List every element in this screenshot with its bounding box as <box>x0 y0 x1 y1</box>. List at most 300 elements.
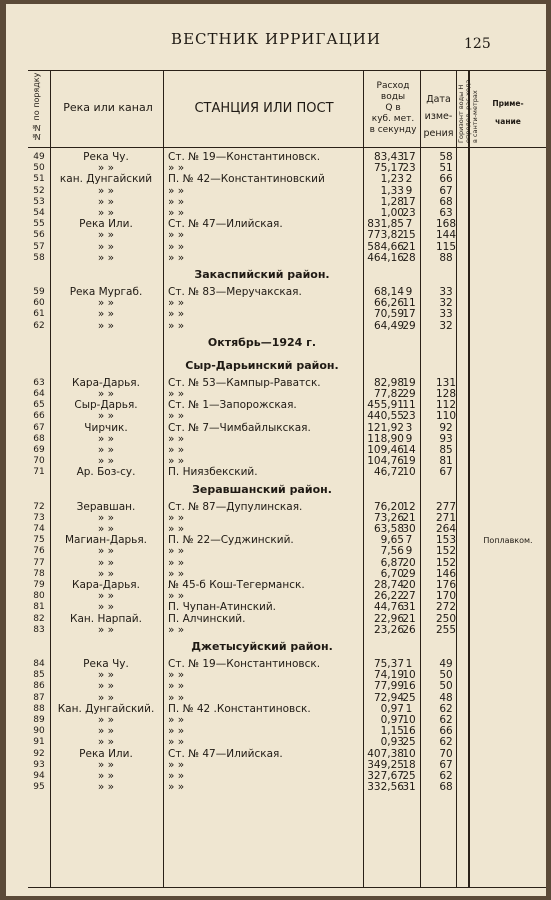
gauge-cell: 250 <box>435 612 457 625</box>
row-number: 63 <box>33 377 45 388</box>
flow-cell: 773,82 <box>367 229 404 242</box>
station-cell: » » <box>168 229 185 242</box>
table-row <box>28 242 546 253</box>
flow-cell: 64,49 <box>373 319 404 332</box>
river-cell: Кан. Нарпай. <box>70 612 142 625</box>
date-cell: 29 <box>402 567 416 580</box>
river-cell: Зеравшан. <box>76 500 136 513</box>
gauge-cell: 271 <box>435 511 457 524</box>
table-row <box>28 309 546 320</box>
gauge-cell: 70 <box>439 747 453 760</box>
gauge-cell: 112 <box>435 399 457 412</box>
gauge-cell: 110 <box>435 410 457 423</box>
table-row <box>28 614 546 625</box>
gauge-cell: 66 <box>439 725 453 738</box>
river-cell: » » <box>97 184 115 197</box>
flow-cell: 118,90 <box>367 432 404 445</box>
station-cell: » » <box>168 251 185 264</box>
station-cell: » » <box>168 781 185 794</box>
date-cell: 20 <box>402 556 416 569</box>
gauge-cell: 152 <box>435 545 457 558</box>
header-river: Река или канал <box>63 101 153 114</box>
date-cell: 25 <box>402 736 416 749</box>
flow-cell: 0,97 <box>380 702 404 715</box>
date-cell: 17 <box>402 195 416 208</box>
gauge-cell: 63 <box>439 207 453 219</box>
date-cell: 9 <box>405 184 413 197</box>
date-cell: 17 <box>402 151 416 163</box>
gauge-cell: 115 <box>435 240 457 253</box>
page-number: 125 <box>464 36 491 52</box>
row-number: 68 <box>33 433 45 444</box>
flow-cell: 77,82 <box>373 388 404 400</box>
station-cell: » » <box>168 297 185 310</box>
date-cell: 20 <box>402 579 416 591</box>
flow-cell: 1,33 <box>380 184 404 197</box>
date-cell: 19 <box>402 376 416 389</box>
river-cell: Ар. Боз-су. <box>76 466 136 479</box>
station-cell: » » <box>168 680 185 693</box>
station-cell: » » <box>168 444 185 456</box>
gauge-cell: 146 <box>435 567 457 580</box>
header-station: СТАНЦИЯ ИЛИ ПОСТ <box>194 101 334 116</box>
station-cell: Ст. № 87—Дупулинская. <box>168 500 303 513</box>
date-cell: 31 <box>402 601 416 614</box>
river-cell: Река Или. <box>79 747 133 760</box>
table-row <box>28 681 546 692</box>
date-cell: 19 <box>402 455 416 468</box>
date-cell: 10 <box>402 747 416 760</box>
flow-cell: 1,23 <box>380 173 404 186</box>
table-row <box>28 546 546 557</box>
row-number: 78 <box>33 568 45 579</box>
row-number: 86 <box>33 681 45 692</box>
station-cell: » » <box>168 725 185 738</box>
river-cell: Река Чу. <box>83 151 129 163</box>
flow-cell: 77,99 <box>373 680 404 693</box>
station-cell: » » <box>168 410 185 423</box>
station-cell: Ст. № 47—Илийская. <box>168 218 283 231</box>
gauge-cell: 144 <box>435 229 457 242</box>
gauge-cell: 131 <box>435 376 457 389</box>
flow-cell: 0,93 <box>380 736 404 749</box>
header-gauge: Горизонт воды Н определ. рас-хода в санти-метрах <box>457 79 479 143</box>
date-cell: 10 <box>402 714 416 726</box>
date-cell: 28 <box>402 251 416 264</box>
gauge-cell: 81 <box>439 455 453 468</box>
row-number: 84 <box>33 659 45 669</box>
river-cell: » » <box>97 511 115 524</box>
gauge-cell: 68 <box>439 781 453 794</box>
data-table <box>28 70 546 888</box>
gauge-cell: 49 <box>439 658 453 670</box>
row-number: 74 <box>33 524 45 534</box>
gauge-cell: 32 <box>439 319 453 332</box>
row-number: 76 <box>33 546 45 557</box>
river-cell: » » <box>97 725 115 738</box>
date-cell: 17 <box>402 308 416 321</box>
river-cell: » » <box>97 758 115 771</box>
river-cell: Река Или. <box>79 218 133 231</box>
date-cell: 2 <box>405 173 413 186</box>
flow-cell: 22,96 <box>373 612 404 625</box>
gauge-cell: 170 <box>435 590 457 603</box>
date-cell: 21 <box>402 612 416 625</box>
row-number: 92 <box>33 748 45 759</box>
station-cell: » » <box>168 669 185 682</box>
gauge-cell: 92 <box>439 421 453 434</box>
table-row <box>28 321 546 332</box>
date-cell: 9 <box>405 286 413 298</box>
table-row <box>28 174 546 185</box>
station-cell: Ст. № 7—Чимбайлыкская. <box>168 421 311 434</box>
date-cell: 31 <box>402 781 416 794</box>
river-cell: » » <box>97 388 115 400</box>
table-row <box>28 602 546 613</box>
flow-cell: 9,65 <box>380 534 404 547</box>
date-cell: 9 <box>405 545 413 558</box>
journal-title: ВЕСТНИК ИРРИГАЦИИ <box>171 30 381 48</box>
flow-cell: 104,76 <box>367 455 404 468</box>
date-cell: 11 <box>402 297 416 310</box>
station-cell: » » <box>168 567 185 580</box>
row-number: 60 <box>33 298 45 309</box>
header-num: №№ по порядку <box>32 72 41 141</box>
gauge-cell: 85 <box>439 444 453 456</box>
river-cell: Река Мургаб. <box>69 286 143 298</box>
river-cell: Кан. Дунгайский. <box>57 702 155 715</box>
river-cell: » » <box>97 691 115 704</box>
row-number: 81 <box>33 602 45 613</box>
flow-cell: 332,56 <box>367 781 404 794</box>
date-cell: 21 <box>402 511 416 524</box>
station-cell: П. Ниязбекский. <box>168 466 258 479</box>
flow-cell: 75,37 <box>373 658 404 670</box>
table-row <box>28 693 546 704</box>
river-cell: » » <box>97 319 115 332</box>
table-row <box>28 411 546 422</box>
gauge-cell: 128 <box>435 388 457 400</box>
station-cell: П. Алчинский. <box>168 612 246 625</box>
date-cell: 30 <box>402 523 416 535</box>
flow-cell: 72,94 <box>373 691 404 704</box>
row-number: 61 <box>33 309 45 320</box>
flow-cell: 74,19 <box>373 669 404 682</box>
date-cell: 1 <box>405 658 413 670</box>
date-cell: 26 <box>402 623 416 636</box>
gauge-cell: 277 <box>435 500 457 513</box>
gauge-cell: 152 <box>435 556 457 569</box>
river-cell: » » <box>97 590 115 603</box>
river-cell: Кара-Дарья. <box>72 376 140 389</box>
gauge-cell: 176 <box>435 579 457 591</box>
river-cell: » » <box>97 432 115 445</box>
station-cell: » » <box>168 432 185 445</box>
station-cell: » » <box>168 184 185 197</box>
header-date-line: Дата <box>426 94 451 105</box>
row-number: 55 <box>33 219 45 230</box>
row-number: 87 <box>33 692 45 703</box>
station-cell: » » <box>168 195 185 208</box>
document-page <box>6 4 546 896</box>
flow-cell: 68,14 <box>373 286 404 298</box>
date-cell: 29 <box>402 388 416 400</box>
flow-cell: 6,87 <box>380 556 404 569</box>
flow-cell: 63,58 <box>373 523 404 535</box>
date-cell: 25 <box>402 691 416 704</box>
table-row <box>28 186 546 197</box>
station-cell: » » <box>168 511 185 524</box>
date-cell: 10 <box>402 669 416 682</box>
row-number: 77 <box>33 557 45 568</box>
date-cell: 10 <box>402 466 416 479</box>
station-cell: Ст. № 19—Константиновск. <box>168 151 321 163</box>
flow-cell: 70,59 <box>373 308 404 321</box>
flow-cell: 831,85 <box>367 218 404 231</box>
table-row <box>28 558 546 569</box>
header-flow <box>365 81 421 136</box>
station-cell: Ст. № 1—Запорожская. <box>168 399 297 412</box>
river-cell: » » <box>97 567 115 580</box>
row-number: 69 <box>33 445 45 455</box>
gauge-cell: 67 <box>439 184 453 197</box>
gauge-cell: 48 <box>439 691 453 704</box>
flow-cell: 28,74 <box>373 579 404 591</box>
row-number: 56 <box>33 230 45 241</box>
river-cell: Кара-Дарья. <box>72 579 140 591</box>
date-cell: 21 <box>402 240 416 253</box>
gauge-cell: 272 <box>435 601 457 614</box>
river-cell: » » <box>97 207 115 219</box>
river-cell: » » <box>97 781 115 794</box>
gauge-cell: 264 <box>435 523 457 535</box>
date-cell: 23 <box>402 410 416 423</box>
flow-cell: 83,43 <box>373 151 404 163</box>
flow-cell: 327,67 <box>367 770 404 782</box>
table-row <box>28 230 546 241</box>
station-cell: » » <box>168 758 185 771</box>
gauge-cell: 50 <box>439 680 453 693</box>
station-cell: » » <box>168 736 185 749</box>
station-cell: » » <box>168 714 185 726</box>
station-cell: » » <box>168 545 185 558</box>
row-number: 50 <box>33 163 45 174</box>
row-number: 83 <box>33 624 45 635</box>
row-number: 62 <box>33 320 45 331</box>
station-cell: » » <box>168 308 185 321</box>
flow-cell: 0,97 <box>380 714 404 726</box>
river-cell: » » <box>97 308 115 321</box>
river-cell: » » <box>97 297 115 310</box>
flow-cell: 44,76 <box>373 601 404 614</box>
flow-cell: 440,55 <box>367 410 404 423</box>
row-number: 82 <box>33 613 45 624</box>
flow-cell: 46,72 <box>373 466 404 479</box>
row-number: 94 <box>33 771 45 781</box>
river-cell: » » <box>97 162 115 175</box>
flow-cell: 407,38 <box>367 747 404 760</box>
date-cell: 29 <box>402 319 416 332</box>
row-number: 90 <box>33 726 45 737</box>
date-cell: 16 <box>402 680 416 693</box>
table-row <box>28 625 546 636</box>
row-number: 88 <box>33 703 45 714</box>
flow-cell: 26,22 <box>373 590 404 603</box>
station-cell: » » <box>168 207 185 219</box>
flow-cell: 1,15 <box>380 725 404 738</box>
date-cell: 15 <box>402 229 416 242</box>
date-cell: 9 <box>405 432 413 445</box>
gauge-cell: 168 <box>435 218 457 231</box>
flow-cell: 6,70 <box>380 567 404 580</box>
flow-cell: 455,91 <box>367 399 404 412</box>
gauge-cell: 255 <box>435 623 457 636</box>
date-cell: 1 <box>405 702 413 715</box>
flow-cell: 66,26 <box>373 297 404 310</box>
gauge-cell: 62 <box>439 714 453 726</box>
date-cell: 23 <box>402 162 416 175</box>
row-number: 79 <box>33 580 45 590</box>
river-cell: » » <box>97 669 115 682</box>
station-cell: » » <box>168 162 185 175</box>
row-number: 80 <box>33 591 45 602</box>
header-note-line: чание <box>495 117 521 126</box>
river-cell: » » <box>97 545 115 558</box>
flow-cell: 1,00 <box>380 207 404 219</box>
gauge-cell: 58 <box>439 151 453 163</box>
row-number: 72 <box>33 501 45 512</box>
row-number: 71 <box>33 467 45 478</box>
station-cell: » » <box>168 240 185 253</box>
gauge-cell: 93 <box>439 432 453 445</box>
table-row <box>28 253 546 264</box>
row-number: 89 <box>33 715 45 725</box>
flow-cell: 584,66 <box>367 240 404 253</box>
row-number: 57 <box>33 241 45 252</box>
river-cell: Магиан-Дарья. <box>64 534 148 547</box>
station-cell: » » <box>168 623 185 636</box>
flow-cell: 75,17 <box>373 162 404 175</box>
date-cell: 16 <box>402 725 416 738</box>
station-cell: » » <box>168 556 185 569</box>
header-flow-line: воды <box>380 92 406 102</box>
table-row <box>28 502 546 513</box>
date-cell: 3 <box>405 421 413 434</box>
flow-cell: 82,98 <box>373 376 404 389</box>
row-number: 51 <box>33 174 45 185</box>
flow-cell: 109,46 <box>367 444 404 456</box>
section-heading: Сыр-Дарьинский район. <box>185 358 339 372</box>
station-cell: » » <box>168 590 185 603</box>
river-cell: » » <box>97 251 115 264</box>
gauge-cell: 33 <box>439 308 453 321</box>
river-cell: Сыр-Дарья. <box>74 399 138 412</box>
note-cell: Поплавком. <box>483 536 533 546</box>
row-number: 54 <box>33 208 45 218</box>
river-cell: » » <box>97 680 115 693</box>
station-cell: » » <box>168 455 185 468</box>
row-number: 58 <box>33 252 45 263</box>
date-cell: 12 <box>402 500 416 513</box>
header-flow-line: Расход <box>376 81 410 91</box>
row-number: 65 <box>33 400 45 411</box>
date-cell: 25 <box>402 770 416 782</box>
row-number: 52 <box>33 185 45 196</box>
river-cell: » » <box>97 455 115 468</box>
station-cell: Ст. № 83—Меручакская. <box>168 286 302 298</box>
station-cell: » » <box>168 523 185 535</box>
station-cell: П. Чупан-Атинский. <box>168 601 277 614</box>
row-number: 66 <box>33 411 45 422</box>
station-cell: Ст. № 19—Константиновск. <box>168 658 321 670</box>
station-cell: » » <box>168 770 185 782</box>
gauge-cell: 62 <box>439 736 453 749</box>
river-cell: » » <box>97 229 115 242</box>
river-cell: » » <box>97 601 115 614</box>
gauge-cell: 51 <box>439 162 453 175</box>
header-flow-line: куб. мет. <box>371 114 415 124</box>
river-cell: Река Чу. <box>83 658 129 670</box>
station-cell: П. № 22—Суджинский. <box>168 534 294 547</box>
date-cell: 11 <box>402 399 416 412</box>
header-date-line: изме- <box>424 111 453 122</box>
row-number: 49 <box>33 152 45 162</box>
gauge-cell: 62 <box>439 702 453 715</box>
river-cell: » » <box>97 240 115 253</box>
row-number: 95 <box>33 782 45 793</box>
gauge-cell: 50 <box>439 669 453 682</box>
table-row <box>28 423 546 434</box>
river-cell: » » <box>97 444 115 456</box>
station-cell: » » <box>168 319 185 332</box>
header-note <box>470 95 546 131</box>
header-flow-line: в секунду <box>369 125 417 135</box>
date-cell: 7 <box>405 534 413 547</box>
gauge-cell: 33 <box>439 286 453 298</box>
row-number: 75 <box>33 535 45 546</box>
gauge-cell: 153 <box>435 534 457 547</box>
section-heading: Зеравшанский район. <box>192 482 332 496</box>
river-cell: » » <box>97 523 115 535</box>
header-date-line: рения <box>423 128 454 139</box>
flow-cell: 349,25 <box>367 758 404 771</box>
row-number: 70 <box>33 456 45 467</box>
flow-cell: 121,92 <box>367 421 404 434</box>
station-cell: » » <box>168 691 185 704</box>
row-number: 53 <box>33 196 45 207</box>
station-cell: Ст. № 47—Илийская. <box>168 747 283 760</box>
header-flow-line: Q в <box>385 103 401 113</box>
table-row <box>28 749 546 760</box>
row-number: 93 <box>33 759 45 770</box>
row-number: 59 <box>33 287 45 297</box>
gauge-cell: 62 <box>439 770 453 782</box>
date-cell: 7 <box>405 218 413 231</box>
row-number: 73 <box>33 512 45 523</box>
station-cell: № 45-б Кош-Тегерманск. <box>168 579 305 591</box>
river-cell: » » <box>97 736 115 749</box>
date-cell: 23 <box>402 207 416 219</box>
table-row <box>28 782 546 793</box>
river-cell: » » <box>97 410 115 423</box>
header-date <box>421 91 456 142</box>
flow-cell: 464,16 <box>367 251 404 264</box>
flow-cell: 7,56 <box>380 545 404 558</box>
flow-cell: 1,28 <box>380 195 404 208</box>
row-number: 91 <box>33 737 45 748</box>
row-number: 64 <box>33 389 45 399</box>
river-cell: » » <box>97 714 115 726</box>
